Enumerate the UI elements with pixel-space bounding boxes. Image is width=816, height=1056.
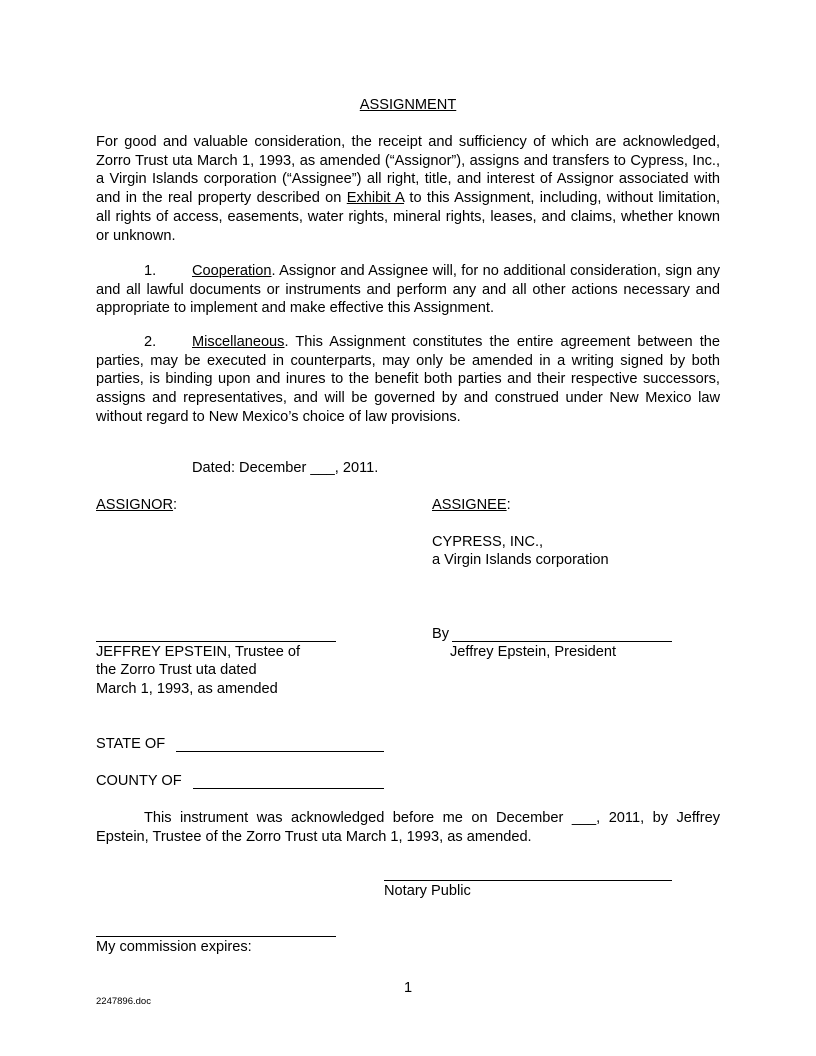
document-title: ASSIGNMENT <box>359 97 457 113</box>
assignee-label: ASSIGNEE <box>432 497 507 513</box>
assignor-sign-line-2: the Zorro Trust uta dated <box>96 662 257 678</box>
section-cooperation <box>96 262 720 318</box>
exhibit-reference: Exhibit A <box>346 190 405 207</box>
notary-signature-line[interactable] <box>384 880 672 881</box>
state-blank[interactable] <box>176 751 384 752</box>
acknowledgment-paragraph: This instrument was acknowledged before me on December ___, 2011, by Jeffrey Epstein, Trustee of the Zorro Trust uta March 1, 1993, as amended. <box>96 810 720 845</box>
intro-text-before: For good and valuable consideration, the receipt and sufficiency of which are acknowledged, Zorro Trust uta March 1, 1993, as amended (“Assignor”), assigns and transfers to Cypress, Inc., a Virgin Islands corporation (“Assignee”) all right, title, and interest of Assignor associated with and in the real property described on <box>96 134 720 207</box>
intro-text-after: to this Assignment, including, without limitation, all rights of access, easements, water rights, mineral rights, leases, and claims, whether known or unknown. <box>96 190 721 244</box>
assignee-heading <box>432 497 511 513</box>
assignee-colon: : <box>506 497 511 513</box>
assignor-signature-line[interactable] <box>96 641 336 642</box>
intro-paragraph <box>96 133 720 245</box>
assignee-company-desc: a Virgin Islands corporation <box>432 552 609 568</box>
section-text: . Assignor and Assignee will, for no additional consideration, sign any and all lawful documents or instruments and perform any and all other actions necessary and appropriate to implement and make effective this Assignment. <box>96 263 720 317</box>
section-heading: Miscellaneous <box>192 334 285 350</box>
county-label: COUNTY OF <box>96 773 182 789</box>
assignor-colon: : <box>173 497 178 513</box>
section-miscellaneous <box>96 333 720 427</box>
assignee-signer: Jeffrey Epstein, President <box>450 644 617 660</box>
state-label: STATE OF <box>96 736 166 752</box>
commission-line[interactable] <box>96 936 336 937</box>
assignor-heading <box>96 497 177 513</box>
assignor-label: ASSIGNOR <box>96 497 174 513</box>
assignee-signature-line[interactable] <box>452 641 672 642</box>
document-id: 2247896.doc <box>96 996 151 1007</box>
assignor-sign-line-3: March 1, 1993, as amended <box>96 681 278 697</box>
section-number: 1. <box>144 263 157 279</box>
assignee-company: CYPRESS, INC., <box>432 534 544 550</box>
page-number: 1 <box>403 980 413 996</box>
assignee-by-label: By <box>432 626 450 642</box>
section-heading: Cooperation <box>192 263 272 279</box>
county-blank[interactable] <box>193 788 384 789</box>
assignor-sign-line-1: JEFFREY EPSTEIN, Trustee of <box>96 644 301 660</box>
commission-expires-label: My commission expires: <box>96 939 252 955</box>
section-text: . This Assignment constitutes the entire agreement between the parties, may be executed in counterparts, may only be amended in a writing signed by both parties, is binding upon and inures to the benefit both parties and their respective successors, assigns and representatives, and will be governed by and construed under New Mexico law without regard to New Mexico’s choice of law provisions. <box>96 334 720 425</box>
section-number: 2. <box>144 334 157 350</box>
notary-public-label: Notary Public <box>384 883 471 899</box>
dated-line: Dated: December ___, 2011. <box>192 460 379 476</box>
